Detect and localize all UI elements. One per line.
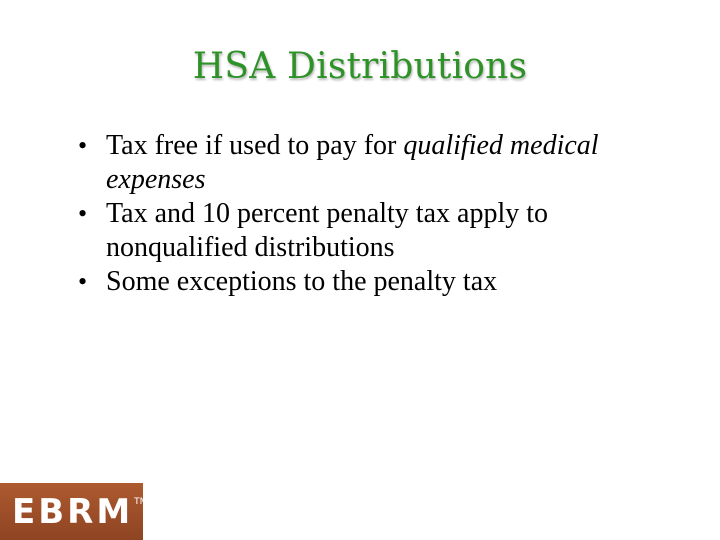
bullet-marker: •: [78, 131, 88, 160]
bullet-text: Tax and 10 percent penalty tax apply to nonqualified distributions: [106, 198, 548, 263]
bullet-text-italic: qualified medical expenses: [106, 130, 599, 195]
ebrm-logo: [0, 483, 148, 540]
slide-title: HSA Distributions: [192, 46, 528, 87]
bullet-list: [78, 129, 678, 299]
bullet-item-penalty: [78, 197, 678, 265]
bullet-item-qualified: [78, 129, 678, 197]
bullet-marker: •: [78, 267, 88, 296]
bullet-text: Tax free if used to pay for: [106, 130, 404, 161]
bullet-marker: •: [78, 199, 88, 228]
trademark-mark: TM: [134, 497, 148, 507]
logo-text: EBRM: [12, 491, 134, 532]
bullet-item-exceptions: [78, 265, 678, 299]
bullet-text: Some exceptions to the penalty tax: [106, 266, 498, 297]
